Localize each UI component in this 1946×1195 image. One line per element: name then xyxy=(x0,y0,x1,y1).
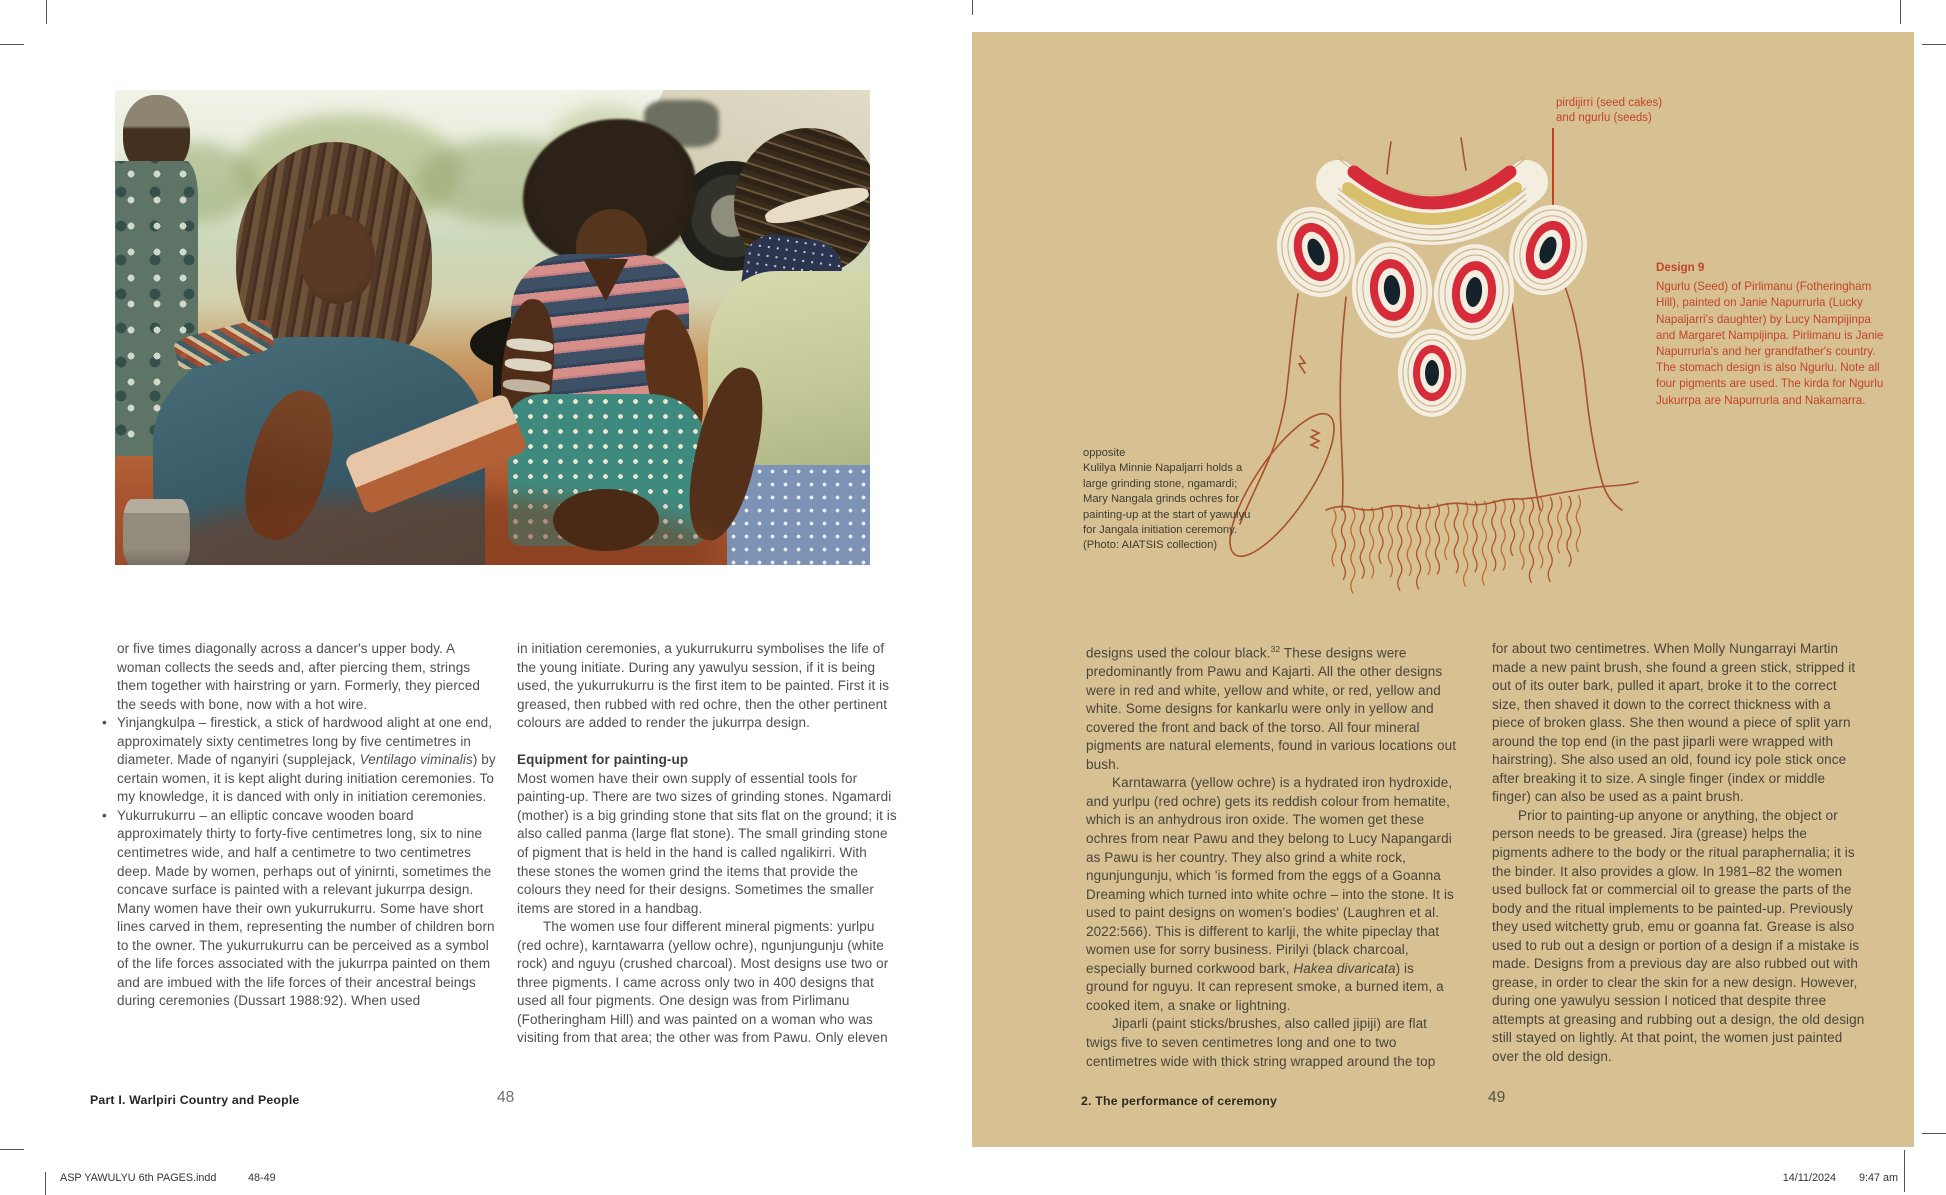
paragraph: • Yinjangkulpa – firestick, a stick of hardwood alight at one end, approximately sixty centimetres long by five centimetres in diameter. Made of nganyiri (supplejack, Ventilago viminalis) by certain women, it is kept alight during initiation ceremonies. To my knowledge, it is danced with only in initiation ceremonies. xyxy=(117,714,497,807)
crop-mark xyxy=(0,44,24,45)
fringe-strand xyxy=(1567,496,1571,566)
annotation-line-2: and ngurlu (seeds) xyxy=(1556,112,1652,124)
crop-mark xyxy=(1900,0,1901,24)
right-page-column-1 xyxy=(1086,640,1458,1071)
fringe-strand xyxy=(1558,497,1562,553)
annotation-line-1: pirdijirri (seed cakes) xyxy=(1556,97,1663,109)
collar-motif xyxy=(1338,154,1526,241)
photo-paint-stripe xyxy=(506,337,554,353)
fringe-strand xyxy=(1464,502,1468,586)
fringe-strand xyxy=(1341,509,1345,579)
fringe-strand xyxy=(1501,500,1505,570)
fringe-strand xyxy=(1473,502,1477,572)
paragraph: The women use four different mineral pigments: yurlpu (red ochre), karntawarra (yellow ochre), ngunjungunju (white rock) and nguyu (crushed charcoal). Most designs use two or three pigments. I came across only two in 400 designs that used all four pigments. One design was from Pirlimanu (Fotheringham Hill) and was painted on a woman who was visiting from that area; the other was from Pawu. Only eleven xyxy=(517,919,889,1046)
fringe-strand xyxy=(1379,507,1383,563)
paragraph: Karntawarra (yellow ochre) is a hydrated iron hydroxide, and yurlpu (red ochre) gets its reddish colour from hematite, which is an anhydrous iron oxide. The women get these ochres from near Pawu and they belong to Lucy Napangardi as Pawu is her country. They also grind a white rock, ngunjungunju, which 'is formed from the eggs of a Goanna Dreaming which turned into white ochre – into the stone. It is used to paint designs on women's bodies' (Laughren et al. 2022:566). This is different to karlji, the white pipeclay that women use for sorry business. Pirilyi (black charcoal, especially burned corkwood bark, Hakea divaricata) is ground for nguyu. It can represent smoke, a burned item, a cooked item, a snake or lightning. xyxy=(1086,775,1454,1013)
slug-date: 14/11/2024 xyxy=(1782,1172,1836,1184)
crop-mark xyxy=(46,0,47,24)
right-page-number: 49 xyxy=(1488,1089,1506,1106)
paragraph: or five times diagonally across a dancer's upper body. A woman collects the seeds and, after piercing them, strings them together with hairstring or yarn. Formerly, they pierced the seeds with bone, now with a hot wire. xyxy=(117,641,480,712)
fringe-strand xyxy=(1529,498,1533,582)
photo-woman2-face xyxy=(300,214,376,304)
fringe-strand xyxy=(1454,503,1458,573)
fringe-strand xyxy=(1370,508,1374,578)
left-page-column-1 xyxy=(117,640,497,1011)
fringe-strand xyxy=(1520,499,1524,569)
fringe-strand xyxy=(1360,508,1364,578)
slug-page-range: 48-49 xyxy=(248,1172,276,1184)
fringe-strand xyxy=(1435,504,1439,574)
fringe-strand xyxy=(1548,497,1552,581)
fringe-top-edge xyxy=(1326,482,1638,510)
fringe-strand xyxy=(1407,506,1411,576)
design-caption-body: Ngurlu (Seed) of Pirlimanu (Fotheringham Hill), painted on Janie Napurrurla (Lucky Napaljarri's daughter) by Lucy Nampijinpa and Margaret Nampijinpa. Pirlimanu is Janie Napurrurla's and her grandfather's country. The stomach design is also Ngurlu. Note all four pigments are used. The kirda for Ngurlu Jukurrpa are Napurrurla and Nakamarra. xyxy=(1656,280,1884,407)
paragraph: for about two centimetres. When Molly Nungarrayi Martin made a new paint brush, she found a green stick, stripped it out of its outer bark, pulled it apart, broke it to the correct size, then shaved it down to the correct thickness with a piece of broken glass. She then wound a piece of split yarn around the top end (in the past jiparli were wrapped with hairstring). She also used an old, found icy pole stick once after breaking it to size. A single finger (index or middle finger) can also be used as a paint brush. xyxy=(1492,641,1856,805)
opposite-caption-label: opposite xyxy=(1083,447,1126,459)
opposite-caption-body: Kulilya Minnie Napaljarri holds a large grinding stone, ngamardi; Mary Nangala grinds ochres for painting-up at the start of yawulyu for Jangala initiation ceremony. (Photo: AIATSIS collection) xyxy=(1083,462,1251,552)
paragraph: Prior to painting-up anyone or anything, the object or person needs to be greased. Jira (grease) helps the pigments adhere to the body or the ritual paraphernalia; it is the binder. It also provides a glow. In 1981–82 the women used bullock fat or commercial oil to grease the parts of the body and the ritual implements to be painted-up. Previously they used witchetty grub, emu or goanna fat. Grease is also used to rub out a design or portion of a design if a mistake is made. Designs from a previous day are also rubbed out with grease, in order to clear the skin for a new design. However, during one yawulyu session I noticed that despite three attempts at greasing and rubbing out a design, the old design still stayed on lightly. At that point, the women just painted over the old design. xyxy=(1492,807,1865,1065)
fringe-strand xyxy=(1511,500,1515,556)
crop-mark xyxy=(1922,1133,1946,1134)
paragraph: Jiparli (paint sticks/brushes, also called jipiji) are flat twigs five to seven centimetres long and one to two centimetres wide with thick string wrapped around the top xyxy=(1086,1016,1436,1069)
left-page-number: 48 xyxy=(497,1089,515,1106)
fringe-strand xyxy=(1445,503,1449,559)
crop-mark xyxy=(972,0,973,15)
design-caption xyxy=(1656,260,1890,409)
seed-motif xyxy=(1429,240,1519,344)
photo-paint-stripe xyxy=(505,357,553,373)
seed-motif xyxy=(1398,329,1466,417)
slug-time: 9:47 am xyxy=(1858,1172,1898,1184)
paragraph: Most women have their own supply of essential tools for painting-up. There are two sizes of grinding stones. Ngamardi (mother) is a big grinding stone that sits flat on the ground; it is also called panma (large flat stone). The small grinding stone of pigment that is held in the hand is called ngalikirri. With these stones the women grind the items that provide the colours they need for their designs. Sometimes the smaller items are stored in a handbag. xyxy=(517,770,897,916)
fringe-strand xyxy=(1482,501,1486,585)
fringe-strand xyxy=(1492,501,1496,571)
fringe-strand xyxy=(1426,505,1430,575)
left-page-column-2 xyxy=(517,640,897,1048)
fringe-strand xyxy=(1398,506,1402,590)
slug-filename: ASP YAWULYU 6th PAGES.indd xyxy=(60,1172,217,1184)
left-running-footer: Part I. Warlpiri Country and People xyxy=(90,1093,300,1107)
crop-mark xyxy=(0,1149,24,1150)
paragraph: in initiation ceremonies, a yukurrukurru symbolises the life of the young initiate. During any yawulyu session, if it is being used, the yukurrukurru is the first item to be painted. First it is greased, then rubbed with red ochre, then the other pertinent colours are added to render the jukurrpa design. xyxy=(517,641,890,731)
fringe-strand xyxy=(1417,505,1421,589)
right-page-column-2 xyxy=(1492,640,1866,1067)
crop-mark xyxy=(1904,1150,1905,1192)
fringe-strand xyxy=(1332,510,1336,566)
fringe-strand xyxy=(1576,496,1580,552)
subheading: Equipment for painting-up xyxy=(517,752,689,768)
design-caption-title: Design 9 xyxy=(1656,261,1705,274)
photo-paint-stripe xyxy=(503,378,551,394)
crop-mark xyxy=(1922,44,1946,45)
fringe-strand xyxy=(1351,509,1355,593)
photo-woman3-hands xyxy=(553,489,659,551)
seed-motif xyxy=(1347,238,1437,342)
crop-mark xyxy=(45,1172,46,1195)
right-running-footer: 2. The performance of ceremony xyxy=(1081,1094,1277,1108)
ceremony-photo xyxy=(115,90,870,565)
paragraph: • Yukurrukurru – an elliptic concave wooden board approximately thirty to forty-five centimetres long, six to nine centimetres wide, and half a centimetre to two centimetres deep. Made by women, perhaps out of yinirnti, sometimes the concave surface is painted with a relevant jukurrpa design. Many women have their own yukurrukurru. Some have short lines carved in them, representing the number of children born to the owner. The yukurrukurru can be perceived as a symbol of the life forces associated with the jukurrpa painted on them and are imbued with the life forces of their ancestral beings during ceremonies (Dussart 1988:92). When used xyxy=(117,807,497,1011)
paragraph: designs used the colour black.$^{32}$ These designs were predominantly from Pawu and Kajarti. All the other designs were in red and white, yellow and white, or red, yellow and white. Some designs for kankarlu were only in yellow and covered the front and back of the torso. All four mineral pigments are natural elements, found in various locations out bush. xyxy=(1086,644,1457,772)
photo-tin xyxy=(123,499,191,566)
fringe-strand xyxy=(1388,507,1392,577)
opposite-caption xyxy=(1083,446,1259,554)
